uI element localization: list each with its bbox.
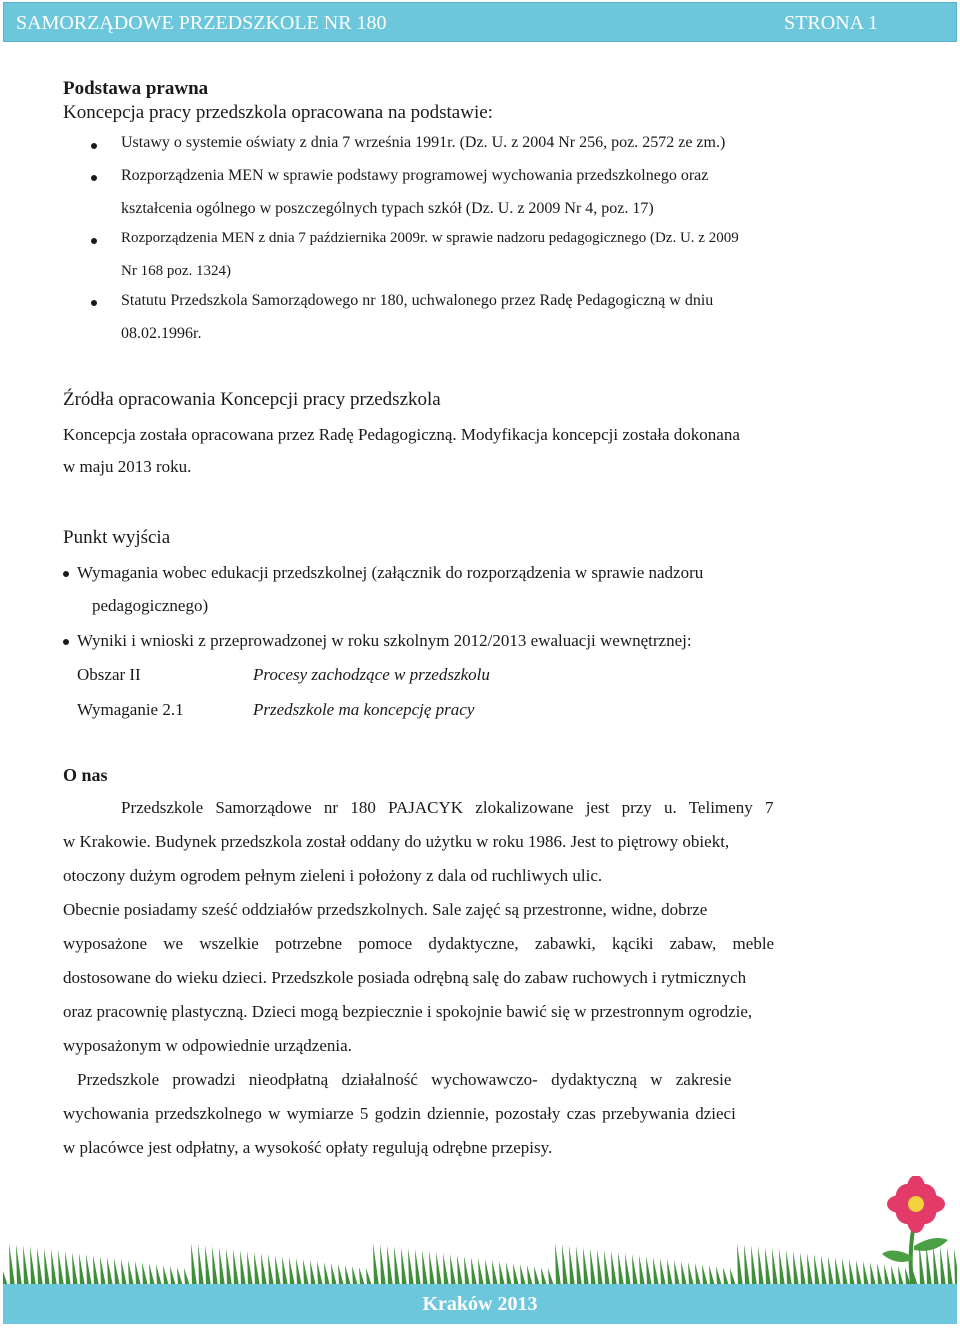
about-line: Obecnie posiadamy sześć oddziałów przedszkolnych. Sale zajęć są przestronne, widne, dobrze bbox=[63, 900, 708, 919]
page-number: STRONA 1 bbox=[784, 12, 878, 34]
grass-blades bbox=[3, 1243, 957, 1286]
about-line: oraz pracownię plastyczną. Dzieci mogą bezpiecznie i spokojnie bawić się w przestronnym ogrodzie, bbox=[63, 1002, 753, 1021]
sources-text-cont: w maju 2013 roku. bbox=[63, 457, 192, 476]
about-line: wyposażonym w odpowiednie urządzenia. bbox=[63, 1036, 352, 1055]
grass-decoration bbox=[3, 1238, 957, 1286]
legal-item: Rozporządzenia MEN z dnia 7 października 2009r. w sprawie nadzoru pedagogicznego (Dz. U. z 2009 bbox=[121, 230, 739, 246]
about-line: Przedszkole prowadzi nieodpłatną działalność wychowawczo- dydaktyczną w zakresie bbox=[77, 1070, 732, 1089]
bullet-icon bbox=[91, 143, 97, 149]
about-line: wychowania przedszkolnego w wymiarze 5 godzin dziennie, pozostały czas przebywania dzieci bbox=[63, 1104, 736, 1123]
about-line: wyposażone we wszelkie potrzebne pomoce dydaktyczne, zabawki, kąciki zabaw, meble bbox=[63, 934, 775, 953]
footer-text: Kraków 2013 bbox=[422, 1293, 538, 1315]
section-heading-about: O nas bbox=[63, 765, 108, 785]
bullet-icon bbox=[63, 639, 69, 645]
sources-text: Koncepcja została opracowana przez Radę Pedagogiczną. Modyfikacja koncepcji została dokonana bbox=[63, 425, 740, 444]
criteria-value: Przedszkole ma koncepcję pracy bbox=[253, 700, 475, 719]
about-line: dostosowane do wieku dzieci. Przedszkole posiada odrębną salę do zabaw ruchowych i rytmicznych bbox=[63, 968, 747, 987]
about-line: w placówce jest odpłatny, a wysokość opłaty regulują odrębne przepisy. bbox=[63, 1138, 553, 1157]
bullet-icon bbox=[91, 175, 97, 181]
legal-item-cont: 08.02.1996r. bbox=[121, 325, 202, 342]
legal-item-cont: kształcenia ogólnego w poszczególnych typach szkół (Dz. U. z 2009 Nr 4, poz. 17) bbox=[121, 200, 654, 217]
about-line: w Krakowie. Budynek przedszkola został oddany do użytku w roku 1986. Jest to piętrowy obiekt, bbox=[63, 832, 730, 851]
bullet-icon bbox=[91, 300, 97, 306]
criteria-label: Wymaganie 2.1 bbox=[77, 700, 184, 719]
legal-item-cont: Nr 168 poz. 1324) bbox=[121, 263, 231, 279]
page-footer bbox=[3, 1284, 957, 1324]
about-line: otoczony dużym ogrodem pełnym zieleni i położony z dala od ruchliwych ulic. bbox=[63, 866, 603, 885]
criteria-label: Obszar II bbox=[77, 665, 141, 684]
legal-item: Statutu Przedszkola Samorządowego nr 180, uchwalonego przez Radę Pedagogiczną w dniu bbox=[121, 292, 714, 309]
start-item-cont: pedagogicznego) bbox=[92, 596, 209, 615]
legal-item: Rozporządzenia MEN w sprawie podstawy programowej wychowania przedszkolnego oraz bbox=[121, 167, 709, 184]
header-title: SAMORZĄDOWE PRZEDSZKOLE NR 180 bbox=[16, 12, 387, 34]
page-header bbox=[3, 2, 957, 42]
criteria-value: Procesy zachodzące w przedszkolu bbox=[253, 665, 490, 684]
start-item: Wyniki i wnioski z przeprowadzonej w roku szkolnym 2012/2013 ewaluacji wewnętrznej: bbox=[77, 631, 692, 650]
start-item: Wymagania wobec edukacji przedszkolnej (załącznik do rozporządzenia w sprawie nadzoru bbox=[77, 563, 704, 582]
legal-item: Ustawy o systemie oświaty z dnia 7 września 1991r. (Dz. U. z 2004 Nr 256, poz. 2572 ze zm.) bbox=[121, 134, 726, 151]
section-heading-start: Punkt wyjścia bbox=[63, 527, 171, 548]
section-heading-legal: Podstawa prawna bbox=[63, 78, 209, 99]
about-line: Przedszkole Samorządowe nr 180 PAJACYK zlokalizowane jest przy u. Telimeny 7 bbox=[121, 798, 774, 817]
bullet-icon bbox=[91, 238, 97, 244]
bullet-icon bbox=[63, 571, 69, 577]
section-heading-sources: Źródła opracowania Koncepcji pracy przedszkola bbox=[63, 389, 441, 410]
legal-intro: Koncepcja pracy przedszkola opracowana na podstawie: bbox=[63, 102, 493, 123]
